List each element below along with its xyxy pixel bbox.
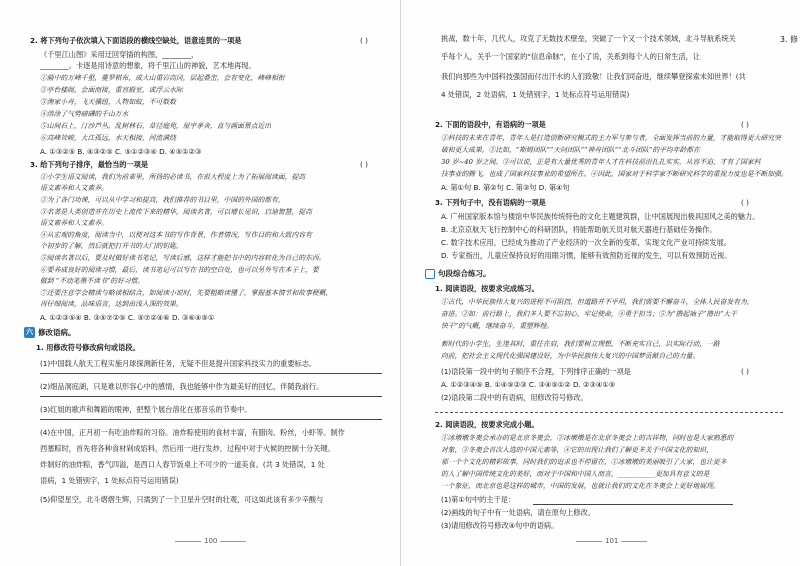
q2-passage-line: ________。卡逐是用诗意的想象，将千里江山的神貌，艺术地再现。 (40, 61, 256, 70)
q3-item: 做到 “不动笔墨不读书”的好习惯。 (40, 277, 145, 285)
passage-q2: (2)语段第二段中的有语病，用修改符号修改。 (441, 393, 588, 402)
q3-item: 个初步的了解，然后就把打开书的大门的钥匙。 (40, 242, 183, 250)
answer-line (533, 504, 733, 505)
q2-item: ①画中的万峰千壑，蔓罗棋布，成大山重岩高冈，层起叠峦，会有变化，峰峰相衔 (40, 74, 285, 82)
sentence-4-line: (4)在中国，正月初一有吃油炸粽的习俗。油炸粽使用的食材丰富，有腊肉、粉丝，小虾等。制作 (40, 428, 345, 437)
sentence-1: (1)中国载人航天工程实施月球探测新任务，无疑不但是提升国家科技实力的重要标志。 (40, 359, 317, 368)
sec7-q1: 1. 阅读语段，按要求完成练习。 (435, 284, 539, 293)
sentence-4-line: 西塞粽时，首先将各种食材剁成馅料，然后用一进行发炒，过程中对于火候的控制十分关键。 (40, 444, 335, 453)
answer-line (40, 373, 382, 374)
q3-item: ②为了各门功课，可以从中学习和提高，我们推荐的书目里，中国的外国的都有， (40, 196, 285, 204)
q2-text-line: ①科技的未来在青年，青年人是打造创新研究模式的主力军与参与者，全面发挥当前的力量，才能取得更大研究突 (441, 134, 781, 142)
answer-bracket: ( ) (741, 198, 749, 207)
q2-item: ⑥高峰耸峻，大江孤远，水天相接，河流满绕 (40, 134, 176, 142)
answer-bracket: ( ) (741, 367, 749, 376)
q3-item: 语文素养和人文素养。 (40, 219, 108, 227)
section-6-heading (24, 327, 76, 338)
q2b-sub-3: (3)请用修改符号修改④句中的语病。 (441, 521, 559, 530)
q2b-sub-1: (1)第①句中的主干是： (441, 495, 516, 504)
q2b-text-line: 一个象征，而北京也是这样的城市，中国的发展，也就让我们的文化在冬奥会上更好地展现。 (441, 482, 720, 490)
q2b-text-line: 那一个个文化的精彩故事，同时我们的追求也不停留在，①冰墩墩的美丽吸引了大家，也让更多 (441, 458, 727, 466)
q2b-sub-2: (2)画线的句子中有一处语病，请在原句上修改。 (441, 508, 595, 517)
q2-item: ③渔家小舟，飞天骥纽，人物如蚁，不可数数 (40, 98, 176, 106)
continued-line: 挑战，数十年，几代人，攻克了无数技术壁垒，突破了一个又一个技术领域，北斗导航系统关 (441, 34, 736, 43)
q2-text-line: 30 岁~40 岁之间。③可以说，正是有大量优秀的青年人才在科技前沿扎扎实实，从容不迫，才有了国家科 (441, 158, 761, 166)
passage-line: 向前，把社会主义现代化强国建设好，为中华民族伟大复兴的中国梦贡献自己的力量。 (441, 352, 700, 360)
q3-title: 3. 给下列句子排序，最恰当的一项是 (30, 160, 149, 169)
page-number: 101 (573, 537, 650, 545)
q3-item: ④从宏观的角度，阅读当中，以便对这本书的写作背景，作者情况，写作目的和大致内容有 (40, 231, 312, 239)
section-divider (435, 412, 783, 413)
book-icon (425, 269, 435, 279)
answer-line (40, 419, 382, 420)
q2-text-line: 技事业的腾飞，也成了国家科技事业的希望所在。④因此，国家对于科学家不断研究科学的重视力度也是不断加强。 (441, 170, 788, 178)
sentence-3: (3)红姐的歌声和舞蹈的眼神，把整个展台溶化在那音乐的节奏中。 (40, 405, 252, 414)
passage-line: ①古代，中华民族伟大复兴的进程不可阻挡，但道路并不平坦，我们需要不懈奋斗，全体人民奋发有为， (441, 298, 754, 306)
q2-title: 2. 下面的语段中，有语病的一项是 (435, 120, 546, 129)
passage-line: 快干”的气概，继续奋斗，重塑辉煌。 (441, 322, 554, 330)
answer-line (40, 396, 382, 397)
q3-option: A. 广州国家版本馆与楼馆中华民族传统特色的文化主题建筑群，让中国展现出极具国风之美的魅力。 (441, 212, 760, 221)
q2b-text-line: ①冰墩墩冬奥会承办的是北京冬奥会，②冰墩墩是在北京冬奥会上的吉祥物，同时也是大家熟悉的 (441, 434, 734, 442)
answer-bracket: ( ) (741, 120, 749, 129)
section-7-heading (425, 268, 491, 279)
q2-options: A. 第①句 B. 第②句 C. 第③句 D. 第④句 (441, 183, 570, 192)
q3-option: B. 北京京航天飞行控制中心的科研团队，将能帮助航天员对航天器进行基础任务操作。 (441, 225, 717, 234)
q3-options: A. ①②③⑤④ B. ③⑤⑦②⑤ C. ⑤⑦②④⑥ D. ③⑥④⑤① (40, 313, 215, 322)
q3-item: 再仔细阅读，品味语言，达到由浅入深的效果。 (40, 300, 183, 308)
sentence-2: (2)细品洞庭湖，只是难以形容心中的感情，我也能够中作为最美好的回忆，伴随我前行。 (40, 382, 324, 391)
section-number-badge: 六 (26, 328, 33, 336)
passage-line: 新时代的小学生，生逢其时，重任在肩，我们要树立理想，不断充实自己，以实际行动，一路 (441, 340, 720, 348)
q3-item: ⑥要养成良好的阅读习惯，最后，读书笔记可以写在书的空白处，也可以另外写在本子上，要 (40, 266, 319, 274)
q2-passage-line: 《千里江山图》采用迂回穿插的构图，________， (40, 50, 199, 59)
answer-bracket: ( ) (360, 160, 368, 169)
q3-item: ⑤阅读名著以后，要及时做好读书笔记，写读后感，这样才能把书中的内容转化为自己的东西。 (40, 254, 326, 262)
page-number: 100 (172, 537, 249, 545)
next-page-edge-text: 3. 修 (779, 35, 798, 44)
q2b-title: 2. 阅读语段，按要求完成小题。 (435, 420, 539, 429)
sec6-q1: 1. 用修改符号修改病句或语段。 (36, 343, 140, 352)
q2-title: 2. 将下列句子依次填入下面语段的横线空缺处，语意连贯的一项是 (30, 36, 242, 45)
q2-item: ④溶涂了气势磅礴的千山万水 (40, 110, 129, 118)
passage-q1-options: A. ①②③④⑤ B. ①④⑤②③ C. ③④⑤①② D. ②③④①⑤ (441, 380, 616, 389)
sentence-5: (5)仰望星空，北斗熠熠生辉，只需到了一个卫星升空时的壮观，可这如此该有多少辛酸与 (40, 495, 324, 504)
answer-bracket: ( ) (360, 36, 368, 45)
q2-options: A. ①③②⑤ B. ④③②⑤ C. ⑤①②③④ D. ④⑤①②③ (40, 147, 202, 156)
q2b-text-line: 的人了解中国传统文化的美好，而对于中国和中国人而言，___________更加具有意义的是 (441, 470, 710, 478)
q3-title: 3. 下列句子中，没有语病的一项是 (435, 198, 546, 207)
passage-q1: (1)语段第一段中的句子顺序不合理，下列排序正确的一项是 (441, 367, 631, 376)
section-7-label: 句段综合练习。 (438, 269, 491, 278)
passage-line: 奋进。②如：前行路上，我们多人要不忘初心，牢记使命，④勇于担当；⑤为“撸起袖子”撸出“大干 (441, 310, 737, 318)
sentence-4-line: 炸制好的油炸粽，香气四溢，是西口人春节饭桌上不可少的一道美食。(共 3 处错误，1 处 (40, 460, 325, 469)
q2b-text-line: 对象，③冬奥会首次入选的中国元素等，④它的出现让我们了解更多关于中国文化的知识， (441, 446, 713, 454)
q2-item: ②亭台楼阁，会面而接，重宫殿室，或浮云水际 (40, 86, 183, 94)
q3-item: ⑦还要注意学会精读与略读相结合，如阅读小说时，先要粗略读懂了，掌握基本情节和故事梗概， (40, 289, 333, 297)
section-6-label: 修改语病。 (38, 328, 76, 337)
q3-item: ③名著是人类创造并在历史上流传下来的精华，阅读名著，可以增长见识，启迪智慧，提高 (40, 208, 312, 216)
q3-item: 语文素养和人文素养。 (40, 184, 108, 192)
sentence-4-line: 语病，1 处错别字，1 处标点符号运用错误) (40, 476, 179, 485)
continued-line: 乎每个人，关乎一个国家的“信息命脉”，在小了说，关系到每个人的日常生活，让 (441, 52, 701, 61)
q3-option: C. 数字技术应用，已经成为推动了产业经济的一次全新的变革，实现文化产业可持续发展。 (441, 238, 731, 247)
q3-option: D. 专家指出，儿童应保持良好的用眼习惯，能够有效预防近视的发生，可以有效预防近视。 (441, 251, 732, 260)
right-page (400, 0, 800, 566)
continued-line: 我们向那些为中国科技强国而付出汗水的人们致敬！让我们同奋进，继续攀登探索未知世界！(共 (441, 72, 746, 81)
q2-item: ⑤山间石上，汀沙芦丛，乱树林石，草径庭苑，屋宇茅舍，直与画面景点近出 (40, 122, 272, 130)
q2-text-line: 破和更大成果。②比如，“斯姆团队”“天问团队”“神舟团队”“北斗团队”的平均年龄都在 (441, 146, 700, 154)
q3-item: ①小学生语文阅读，我们为前辈里，所扬的必读书，在很大程度上为了拓展阅读面，提高 (40, 173, 306, 181)
continued-line: 4 处错误，2 处语病，1 处错别字，1 处标点符号运用错误) (441, 90, 630, 99)
